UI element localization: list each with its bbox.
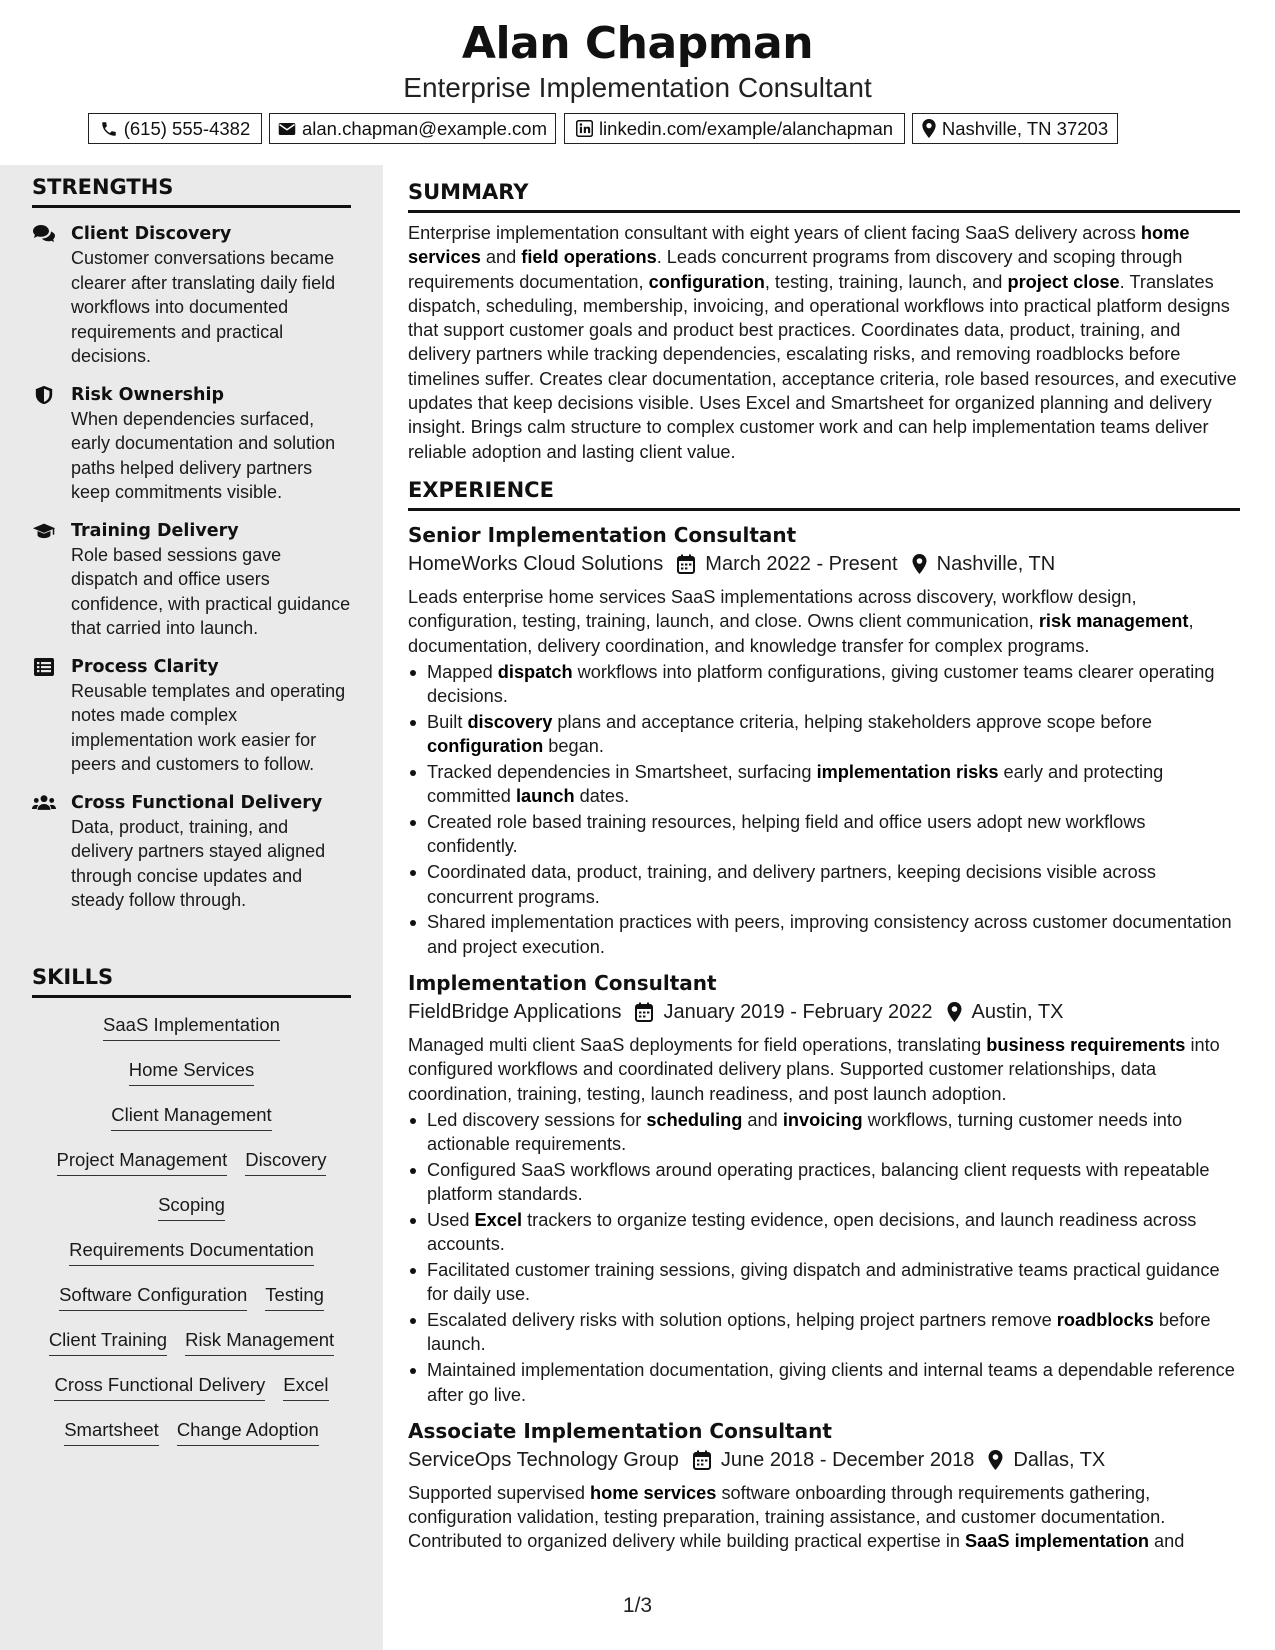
- job-meta: [408, 549, 1240, 579]
- job-entry: [408, 969, 1240, 1407]
- experience-heading: EXPERIENCE: [408, 478, 1240, 511]
- strength-title: Risk Ownership: [71, 384, 225, 405]
- list-icon: [32, 657, 56, 677]
- strength-item: [32, 383, 351, 505]
- strength-desc: When dependencies surfaced, early documentation and solution paths helped delivery partners keep commitments visible.: [71, 408, 336, 502]
- skill-tag: Scoping: [158, 1192, 225, 1221]
- skill-tag: SaaS Implementation: [103, 1012, 280, 1041]
- main-content: [408, 180, 1240, 1554]
- job-company: FieldBridge Applications: [408, 1000, 622, 1023]
- text-run: and: [1149, 1531, 1185, 1552]
- bullet-item: [408, 660, 1240, 709]
- location-pin-icon: [922, 119, 936, 138]
- text-run: Mapped: [427, 661, 498, 682]
- bold-keyword: dispatch: [497, 661, 573, 682]
- bullet-item: [408, 760, 1240, 809]
- shield-icon: [32, 385, 56, 405]
- contact-location-text: Nashville, TN 37203: [941, 117, 1109, 139]
- graduation-cap-icon: [32, 521, 56, 541]
- strengths-section: [32, 175, 351, 913]
- text-run: Led discovery sessions for: [427, 1109, 647, 1130]
- contact-bar: [0, 113, 1275, 145]
- skills-section: [32, 965, 351, 1462]
- calendar-icon: [693, 1450, 711, 1470]
- skill-row: [32, 1282, 351, 1327]
- skill-row: [32, 1327, 351, 1372]
- job-title: Senior Implementation Consultant: [408, 522, 797, 547]
- job-location: Dallas, TX: [1013, 1448, 1106, 1471]
- job-meta: [408, 1445, 1240, 1475]
- job-dates: March 2022 - Present: [705, 552, 898, 575]
- skill-tag: Project Management: [57, 1147, 228, 1176]
- job-dates: June 2018 - December 2018: [720, 1448, 975, 1471]
- text-run: software onboarding through requirements gathering, configuration validation, testing preparation, training assistance, and customer documentation. Contributed to organized delivery while building practical expertise in: [408, 1482, 1166, 1552]
- job-bullets: [408, 660, 1240, 959]
- strength-desc: Data, product, training, and delivery partners stayed aligned through concise updates and steady follow through.: [71, 816, 326, 910]
- text-run: Configured SaaS workflows around operating practices, balancing client requests with repeatable platform standards.: [427, 1159, 1210, 1205]
- candidate-title: Enterprise Implementation Consultant: [403, 72, 872, 103]
- text-run: workflows into platform configurations, giving customer teams clearer operating decisions.: [427, 661, 1215, 707]
- text-run: trackers to organize testing evidence, open decisions, and launch readiness across accounts.: [427, 1210, 1197, 1255]
- bullet-item: [408, 1258, 1240, 1307]
- bold-keyword: launch: [515, 786, 575, 807]
- sidebar: [0, 165, 383, 1650]
- skill-tag: Risk Management: [185, 1327, 334, 1356]
- contact-linkedin-text: linkedin.com/example/alanchapman: [598, 117, 894, 139]
- text-run: Created role based training resources, helping field and office users adopt new workflows confidently.: [427, 812, 1146, 857]
- skill-tag: Change Adoption: [177, 1417, 319, 1446]
- skill-tag: Home Services: [129, 1057, 254, 1086]
- job-location: Nashville, TN: [936, 552, 1056, 575]
- bold-keyword: home services: [408, 223, 1190, 268]
- text-run: Supported supervised: [408, 1482, 590, 1503]
- text-run: and: [742, 1109, 783, 1130]
- strength-item: [32, 655, 351, 777]
- skill-tag: Testing: [265, 1282, 324, 1311]
- contact-phone[interactable]: [88, 113, 262, 144]
- job-bullets: [408, 1108, 1240, 1407]
- users-icon: [32, 793, 56, 813]
- text-run: Coordinated data, product, training, and delivery partners, keeping decisions visible across concurrent programs.: [427, 862, 1156, 907]
- job-title: Associate Implementation Consultant: [408, 1418, 832, 1443]
- job-entry: [408, 521, 1240, 959]
- text-run: Shared implementation practices with peers, improving consistency across customer documentation and project execution.: [427, 912, 1232, 957]
- strength-item: [32, 519, 351, 641]
- text-run: Enterprise implementation consultant with eight years of client facing SaaS delivery across: [408, 223, 1141, 243]
- skills-heading: SKILLS: [32, 965, 351, 998]
- bullet-item: [408, 1208, 1240, 1257]
- bold-keyword: SaaS implementation: [965, 1531, 1149, 1552]
- strength-title: Cross Functional Delivery: [71, 792, 323, 813]
- experience-list: [408, 521, 1240, 1554]
- skill-row: [32, 1057, 351, 1102]
- comments-icon: [32, 224, 56, 244]
- linkedin-icon: [576, 120, 593, 137]
- job-company: ServiceOps Technology Group: [408, 1448, 679, 1471]
- bullet-item: [408, 1308, 1240, 1357]
- bold-keyword: invoicing: [782, 1109, 863, 1130]
- bold-keyword: project close: [1007, 271, 1120, 292]
- skill-row: [32, 1102, 351, 1147]
- bold-keyword: discovery: [467, 711, 553, 732]
- summary-text: [408, 221, 1240, 464]
- calendar-icon: [677, 554, 695, 574]
- text-run: into configured workflows and coordinated delivery plans. Supported customer relationships, data coordination, training, testing, launch readiness, and post launch adoption.: [408, 1034, 1220, 1104]
- bold-keyword: configuration: [427, 736, 544, 757]
- resume-header: [0, 0, 1275, 165]
- skill-row: [32, 1012, 351, 1057]
- text-run: workflows, turning customer needs into actionable requirements.: [427, 1109, 1183, 1155]
- text-run: Facilitated customer training sessions, giving dispatch and administrative teams practical guidance for daily use.: [427, 1260, 1220, 1305]
- strength-title: Training Delivery: [71, 520, 239, 541]
- skill-tag: Smartsheet: [64, 1417, 159, 1446]
- skill-row: [32, 1372, 351, 1417]
- page-number: 1/3: [622, 1594, 653, 1617]
- job-meta: [408, 997, 1240, 1027]
- envelope-icon: [278, 121, 296, 137]
- phone-icon: [100, 120, 118, 138]
- text-run: plans and acceptance criteria, helping stakeholders approve scope before: [552, 711, 1152, 732]
- job-description: [408, 585, 1240, 658]
- skill-tag: Client Management: [111, 1102, 271, 1131]
- skill-tag: Requirements Documentation: [69, 1237, 314, 1266]
- strength-desc: Role based sessions gave dispatch and office users confidence, with practical guidance that carried into launch.: [71, 544, 351, 638]
- bold-keyword: roadblocks: [1056, 1310, 1154, 1331]
- bold-keyword: field operations: [521, 247, 657, 268]
- job-company: HomeWorks Cloud Solutions: [408, 552, 664, 575]
- strength-title: Client Discovery: [71, 224, 232, 244]
- bold-keyword: business requirements: [986, 1034, 1186, 1055]
- bold-keyword: scheduling: [646, 1109, 743, 1130]
- text-run: Escalated delivery risks with solution options, helping project partners remove: [427, 1310, 1057, 1331]
- skill-tag: Software Configuration: [59, 1282, 247, 1311]
- bullet-item: [408, 710, 1240, 759]
- bullet-item: [408, 910, 1240, 959]
- job-entry: [408, 1417, 1240, 1554]
- skill-tag: Discovery: [245, 1147, 326, 1176]
- text-run: before launch.: [427, 1310, 1211, 1355]
- candidate-name: Alan Chapman: [461, 18, 814, 69]
- text-run: early and protecting committed: [427, 762, 1164, 807]
- bold-keyword: Excel: [474, 1210, 523, 1230]
- location-pin-icon: [988, 1450, 1003, 1470]
- text-run: Managed multi client SaaS deployments for field operations, translating: [408, 1034, 987, 1055]
- strength-title: Process Clarity: [71, 656, 219, 677]
- skill-row: [32, 1192, 351, 1237]
- job-dates: January 2019 - February 2022: [663, 1000, 933, 1023]
- text-run: . Leads concurrent programs from discovery and scoping through requirements documentation,: [408, 247, 1183, 292]
- strengths-heading: STRENGTHS: [32, 175, 351, 208]
- summary-heading: SUMMARY: [408, 180, 1240, 213]
- skill-tag: Client Training: [49, 1327, 167, 1356]
- skill-tag: Cross Functional Delivery: [54, 1372, 265, 1401]
- text-run: Tracked dependencies in Smartsheet, surfacing: [427, 762, 817, 783]
- bold-keyword: configuration: [648, 271, 765, 292]
- bullet-item: [408, 1358, 1240, 1407]
- bold-keyword: home services: [590, 1482, 717, 1503]
- contact-email[interactable]: [269, 113, 556, 144]
- strength-item: [32, 791, 351, 913]
- contact-location: [912, 113, 1118, 144]
- text-run: . Translates dispatch, scheduling, membership, invoicing, and operational workflows into practical platform designs that support customer goals and product best practices. Coordinates data, product, training, and delivery partners while tracking dependencies, escalating risks, and removing roadblocks before timelines suffer. Creates clear documentation, acceptance criteria, role based resources, and executive updates that keep decisions visible. Uses Excel and Smartsheet for organized planning and delivery insight. Brings calm structure to complex customer work and can help implementation teams deliver reliable adoption and lasting client value.: [408, 271, 1237, 462]
- text-run: Leads enterprise home services SaaS implementations across discovery, workflow design, configuration, testing, training, launch, and close. Owns client communication,: [408, 586, 1137, 632]
- skill-row: [32, 1417, 351, 1462]
- text-run: Used: [427, 1210, 475, 1230]
- contact-phone-text: (615) 555-4382: [123, 117, 251, 139]
- location-pin-icon: [947, 1002, 962, 1022]
- bullet-item: [408, 1108, 1240, 1157]
- text-run: began.: [543, 736, 604, 757]
- calendar-icon: [635, 1002, 653, 1022]
- text-run: and: [480, 247, 522, 268]
- skills-list: [32, 1012, 351, 1462]
- text-run: dates.: [574, 786, 630, 807]
- location-pin-icon: [912, 554, 927, 574]
- job-title: Implementation Consultant: [408, 970, 717, 995]
- text-run: Built: [427, 711, 468, 732]
- text-run: , testing, training, launch, and: [764, 271, 1008, 292]
- strength-desc: Reusable templates and operating notes made complex implementation work easier for peers and customers to follow.: [71, 680, 346, 774]
- job-description: [408, 1481, 1240, 1554]
- text-run: Maintained implementation documentation, giving clients and internal teams a dependable reference after go live.: [427, 1360, 1235, 1405]
- skill-tag: Excel: [283, 1372, 328, 1401]
- bullet-item: [408, 1158, 1240, 1207]
- text-run: , documentation, delivery coordination, and knowledge transfer for complex programs.: [408, 611, 1194, 656]
- skill-row: [32, 1147, 351, 1192]
- contact-email-text: alan.chapman@example.com: [301, 117, 548, 139]
- bullet-item: [408, 810, 1240, 859]
- contact-linkedin[interactable]: [564, 113, 905, 144]
- job-location: Austin, TX: [971, 1000, 1064, 1023]
- skill-row: [32, 1237, 351, 1282]
- strength-desc: Customer conversations became clearer after translating daily field workflows into documented requirements and practical decisions.: [71, 248, 336, 366]
- job-description: [408, 1033, 1240, 1106]
- strength-item: [32, 222, 351, 369]
- bold-keyword: risk management: [1038, 611, 1189, 632]
- bullet-item: [408, 860, 1240, 909]
- bold-keyword: implementation risks: [816, 762, 999, 783]
